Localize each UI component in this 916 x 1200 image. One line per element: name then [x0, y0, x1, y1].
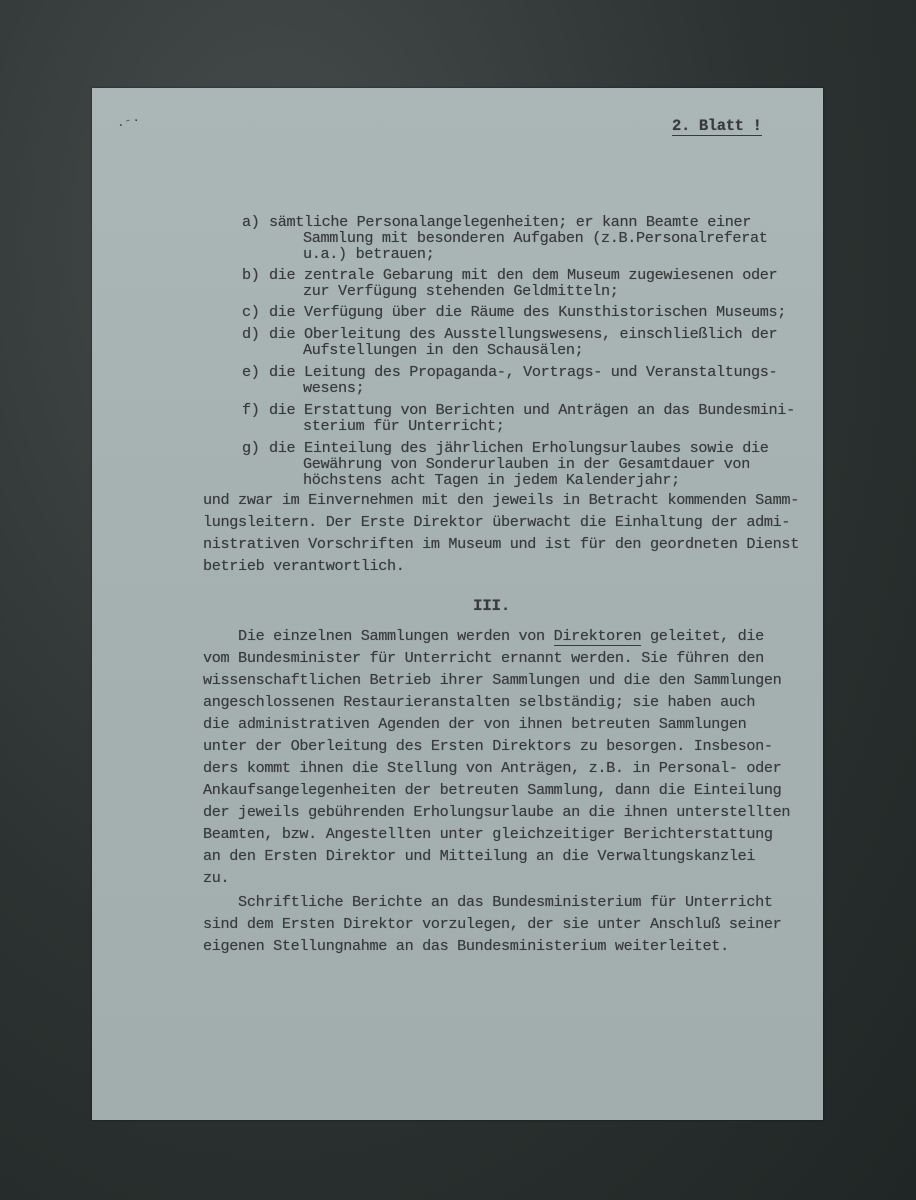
paragraph-line: zu.	[203, 869, 230, 887]
list-item-letter: b)	[242, 266, 260, 284]
ink-specks: ·⁻·	[116, 114, 143, 133]
list-item-line: sämtliche Personalangelegenheiten; er kann Beamte einer	[269, 213, 752, 231]
paragraph-line: vom Bundesminister für Unterricht ernannt werden. Sie führen den	[203, 649, 764, 667]
paragraph-line: ders kommt ihnen die Stellung von Anträgen, z.B. in Personal- oder	[203, 759, 782, 777]
underlined-term: Direktoren	[553, 627, 642, 645]
paragraph-line	[203, 626, 764, 648]
section-heading: III.	[473, 597, 511, 615]
list-item-line: höchstens acht Tagen in jedem Kalenderjahr;	[303, 471, 680, 489]
paragraph-line: unter der Oberleitung des Ersten Direktors zu besorgen. Insbeson-	[203, 737, 773, 755]
paragraph-text: Die einzelnen Sammlungen werden von	[203, 627, 554, 645]
sheet-number-label: 2. Blatt !	[672, 117, 762, 135]
paragraph-line: sind dem Ersten Direktor vorzulegen, der sie unter Anschluß seiner	[203, 915, 782, 933]
paragraph-line: Beamten, bzw. Angestellten unter gleichzeitiger Berichterstattung	[203, 825, 773, 843]
paragraph-line: der jeweils gebührenden Erholungsurlaube an die ihnen unterstellten	[203, 803, 791, 821]
paragraph-line: eigenen Stellungnahme an das Bundesministerium weiterleitet.	[203, 937, 729, 955]
list-item-letter: f)	[242, 401, 260, 419]
list-item-line: Gewährung von Sonderurlauben in der Gesamtdauer von	[303, 455, 750, 473]
paragraph-line: angeschlossenen Restaurieranstalten selbständig; sie haben auch	[203, 693, 756, 711]
list-item-letter: c)	[242, 303, 260, 321]
list-item-line: Sammlung mit besonderen Aufgaben (z.B.Personalreferat	[303, 229, 768, 247]
list-item-letter: a)	[242, 213, 260, 231]
list-item-line: die Erstattung von Berichten und Anträgen an das Bundesmini-	[269, 401, 795, 419]
paragraph-line: lungsleitern. Der Erste Direktor überwacht die Einhaltung der admi-	[203, 513, 791, 531]
list-item-line: die zentrale Gebarung mit den dem Museum zugewiesenen oder	[269, 266, 778, 284]
list-item-line: die Leitung des Propaganda-, Vortrags- und Veranstaltungs-	[269, 363, 778, 381]
list-item-line: sterium für Unterricht;	[303, 417, 505, 435]
paragraph-line: wissenschaftlichen Betrieb ihrer Sammlungen und die den Sammlungen	[203, 671, 782, 689]
list-item-letter: d)	[242, 325, 260, 343]
list-item-letter: g)	[242, 439, 260, 457]
list-item-line: die Verfügung über die Räume des Kunsthistorischen Museums;	[269, 303, 787, 321]
typewritten-sheet	[92, 88, 823, 1120]
list-item-line: die Einteilung des jährlichen Erholungsurlaubes sowie die	[269, 439, 769, 457]
list-item-line: u.a.) betrauen;	[303, 245, 435, 263]
paragraph-line: die administrativen Agenden der von ihnen betreuten Sammlungen	[203, 715, 747, 733]
list-item-line: die Oberleitung des Ausstellungswesens, einschließlich der	[269, 325, 778, 343]
paragraph-line: betrieb verantwortlich.	[203, 557, 405, 575]
list-item-letter: e)	[242, 363, 260, 381]
paragraph-line: nistrativen Vorschriften im Museum und ist für den geordneten Dienst	[203, 535, 799, 553]
list-item-line: zur Verfügung stehenden Geldmitteln;	[303, 282, 619, 300]
list-item-line: wesens;	[303, 379, 365, 397]
paragraph-line: Schriftliche Berichte an das Bundesministerium für Unterricht	[203, 893, 773, 911]
paragraph-line: Ankaufsangelegenheiten der betreuten Sammlung, dann die Einteilung	[203, 781, 782, 799]
list-item-line: Aufstellungen in den Schausälen;	[303, 341, 584, 359]
paragraph-line: und zwar im Einvernehmen mit den jeweils in Betracht kommenden Samm-	[203, 491, 799, 509]
paragraph-text: geleitet, die	[641, 627, 764, 645]
paragraph-line: an den Ersten Direktor und Mitteilung an die Verwaltungskanzlei	[203, 847, 756, 865]
